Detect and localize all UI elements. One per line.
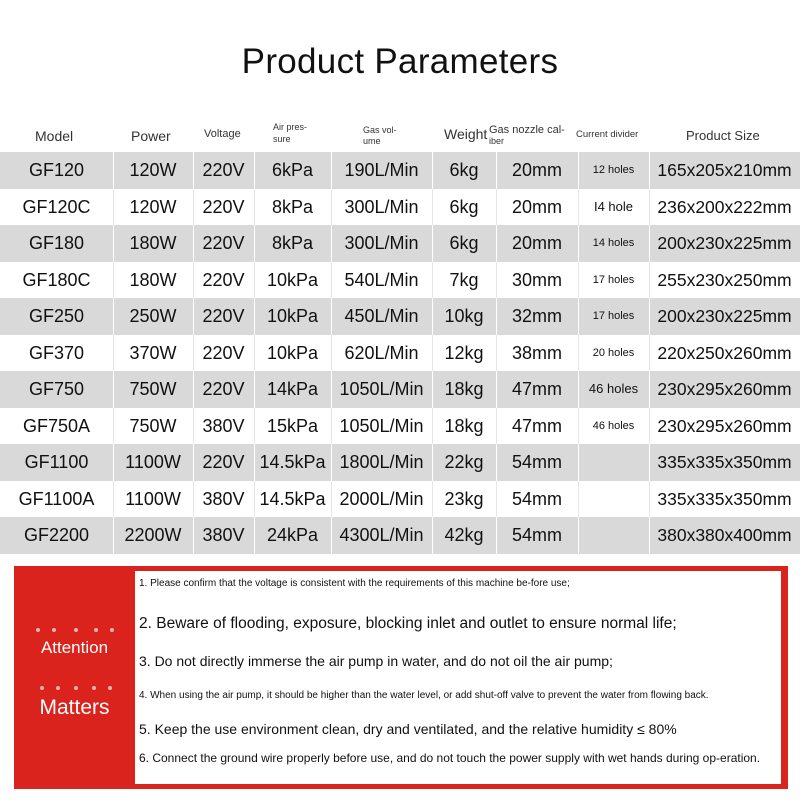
cell-voltage: 220V: [202, 306, 245, 326]
cell-model: GF750A: [22, 415, 91, 436]
note-item-4: 4. When using the air pump, it should be higher than the water level, or add shut-off valve to prevent the water from flowing back.: [139, 690, 709, 701]
cell-gas-volume: 1050L/Min: [339, 415, 424, 436]
cell-power: 1100W: [125, 488, 181, 509]
cell-model: GF370: [28, 342, 85, 363]
header-power: Power: [131, 128, 171, 144]
cell-nozzle-caliber: 47mm: [511, 415, 562, 436]
cell-weight: 23kg: [444, 488, 484, 509]
cell-model: GF120C: [22, 196, 91, 217]
cell-nozzle-caliber: 20mm: [511, 233, 562, 253]
table-header: [0, 116, 800, 152]
cell-power: 120W: [129, 196, 177, 217]
cell-nozzle-caliber: 54mm: [511, 452, 562, 472]
cell-product-size: 255x230x250mm: [657, 269, 792, 290]
cell-model: GF2200: [23, 525, 90, 545]
note-item-2: 2. Beware of flooding, exposure, blocking inlet and outlet to ensure normal life;: [139, 615, 677, 632]
cell-model: GF1100: [24, 452, 89, 472]
cell-voltage: 380V: [202, 488, 245, 509]
cell-weight: 6kg: [449, 160, 479, 180]
header-nozzle-1: Gas nozzle cal-: [489, 124, 565, 136]
cell-product-size: 165x205x210mm: [657, 160, 792, 180]
header-air-pressure-1: Air pres-: [273, 122, 308, 132]
cell-model: GF1100A: [18, 488, 95, 509]
cell-gas-volume: 1800L/Min: [339, 452, 424, 472]
cell-weight: 6kg: [449, 196, 479, 217]
cell-current-divider: 46 holes: [592, 419, 635, 432]
cell-product-size: 236x200x222mm: [657, 196, 792, 217]
cell-weight: 6kg: [449, 233, 479, 253]
cell-nozzle-caliber: 20mm: [511, 160, 562, 180]
decor-dots-bottom: [34, 686, 114, 692]
cell-air-pressure: 14.5kPa: [259, 452, 326, 472]
cell-voltage: 220V: [202, 233, 245, 253]
cell-product-size: 200x230x225mm: [657, 306, 792, 326]
cell-product-size: 200x230x225mm: [657, 233, 792, 253]
cell-voltage: 220V: [202, 342, 245, 363]
cell-voltage: 220V: [202, 452, 245, 472]
cell-nozzle-caliber: 38mm: [511, 342, 562, 363]
cell-product-size: 380x380x400mm: [657, 525, 792, 545]
cell-weight: 18kg: [444, 415, 484, 436]
cell-power: 370W: [129, 342, 177, 363]
cell-nozzle-caliber: 32mm: [511, 306, 562, 326]
cell-voltage: 380V: [202, 415, 245, 436]
cell-air-pressure: 10kPa: [266, 306, 319, 326]
header-nozzle-2: iber: [489, 136, 505, 146]
table-row: [0, 444, 800, 481]
attention-label: Attention: [40, 638, 109, 657]
cell-air-pressure: 8kPa: [271, 196, 314, 217]
table-row: [0, 371, 800, 408]
parameters-table: [0, 116, 800, 554]
cell-model: GF180: [28, 233, 85, 253]
cell-weight: 22kg: [444, 452, 484, 472]
note-item-6: 6. Connect the ground wire properly before use, and do not touch the power supply with wet hands during op-eration.: [139, 751, 761, 765]
cell-gas-volume: 450L/Min: [344, 306, 419, 326]
cell-power: 250W: [129, 306, 177, 326]
table-row: [0, 481, 800, 518]
cell-weight: 12kg: [444, 342, 484, 363]
cell-air-pressure: 8kPa: [271, 233, 314, 253]
cell-gas-volume: 300L/Min: [344, 196, 419, 217]
cell-weight: 10kg: [444, 306, 484, 326]
cell-current-divider: [578, 517, 649, 554]
cell-current-divider: [578, 444, 649, 481]
cell-nozzle-caliber: 54mm: [511, 488, 562, 509]
cell-air-pressure: 10kPa: [266, 342, 319, 363]
cell-air-pressure: 14kPa: [266, 379, 319, 399]
cell-gas-volume: 2000L/Min: [339, 488, 424, 509]
cell-nozzle-caliber: 54mm: [511, 525, 562, 545]
cell-power: 1100W: [125, 452, 181, 472]
header-air-pressure-2: sure: [273, 134, 291, 144]
table-row: [0, 152, 800, 189]
cell-gas-volume: 1050L/Min: [339, 379, 424, 399]
cell-gas-volume: 4300L/Min: [339, 525, 424, 545]
header-model: Model: [35, 128, 74, 144]
cell-current-divider: 17 holes: [592, 273, 635, 286]
cell-current-divider: [578, 481, 649, 518]
table-row: [0, 298, 800, 335]
cell-nozzle-caliber: 47mm: [511, 379, 562, 399]
header-weight: Weight: [444, 126, 488, 142]
cell-voltage: 220V: [202, 379, 245, 399]
decor-dots-top: [34, 628, 114, 634]
cell-product-size: 335x335x350mm: [657, 488, 792, 509]
cell-weight: 42kg: [444, 525, 484, 545]
cell-nozzle-caliber: 30mm: [511, 269, 562, 290]
cell-current-divider: 17 holes: [592, 310, 635, 322]
header-gas-volume-2: ume: [363, 136, 381, 146]
cell-voltage: 220V: [202, 269, 245, 290]
header-voltage: Voltage: [204, 128, 241, 140]
cell-gas-volume: 540L/Min: [344, 269, 419, 290]
cell-current-divider: 12 holes: [592, 164, 635, 176]
cell-power: 750W: [129, 379, 177, 399]
cell-model: GF120: [28, 160, 85, 180]
cell-power: 180W: [129, 233, 177, 253]
cell-current-divider: 46 holes: [588, 381, 639, 396]
note-item-5: 5. Keep the use environment clean, dry and ventilated, and the relative humidity ≤ 80%: [139, 721, 677, 737]
header-gas-volume-1: Gas vol-: [363, 125, 397, 135]
cell-power: 2200W: [124, 525, 182, 545]
cell-nozzle-caliber: 20mm: [511, 196, 562, 217]
cell-power: 180W: [129, 269, 177, 290]
cell-current-divider: I4 hole: [593, 198, 634, 214]
cell-weight: 18kg: [444, 379, 484, 399]
cell-product-size: 230x295x260mm: [657, 379, 792, 399]
cell-power: 120W: [129, 160, 177, 180]
cell-gas-volume: 190L/Min: [344, 160, 419, 180]
attention-panel: [14, 566, 788, 789]
cell-voltage: 220V: [202, 196, 245, 217]
cell-model: GF180C: [22, 269, 91, 290]
cell-product-size: 335x335x350mm: [657, 452, 792, 472]
cell-air-pressure: 24kPa: [266, 525, 319, 545]
cell-air-pressure: 10kPa: [266, 269, 319, 290]
cell-product-size: 230x295x260mm: [657, 415, 792, 436]
notes-list: [135, 571, 781, 784]
matters-label: Matters: [39, 696, 110, 719]
header-current-divider: Current divider: [576, 129, 639, 140]
table-row: [0, 408, 800, 445]
table-row: [0, 517, 800, 554]
note-item-1: 1. Please confirm that the voltage is consistent with the requirements of this machine be-fore use;: [139, 578, 570, 589]
table-row: [0, 262, 800, 299]
note-item-3: 3. Do not directly immerse the air pump in water, and do not oil the air pump;: [139, 653, 613, 669]
cell-model: GF250: [28, 306, 85, 326]
cell-weight: 7kg: [449, 269, 479, 290]
cell-air-pressure: 14.5kPa: [259, 488, 326, 509]
cell-current-divider: 14 holes: [592, 237, 635, 249]
cell-gas-volume: 300L/Min: [344, 233, 419, 253]
cell-gas-volume: 620L/Min: [344, 342, 419, 363]
cell-current-divider: 20 holes: [592, 346, 635, 359]
table-row: [0, 189, 800, 226]
cell-air-pressure: 6kPa: [271, 160, 314, 180]
header-product-size: Product Size: [686, 128, 760, 143]
cell-voltage: 380V: [202, 525, 245, 545]
cell-power: 750W: [129, 415, 177, 436]
cell-product-size: 220x250x260mm: [657, 342, 792, 363]
table-row: [0, 335, 800, 372]
page-title: Product Parameters: [241, 42, 559, 81]
table-row: [0, 225, 800, 262]
cell-model: GF750: [28, 379, 85, 399]
cell-air-pressure: 15kPa: [266, 415, 319, 436]
cell-voltage: 220V: [202, 160, 245, 180]
